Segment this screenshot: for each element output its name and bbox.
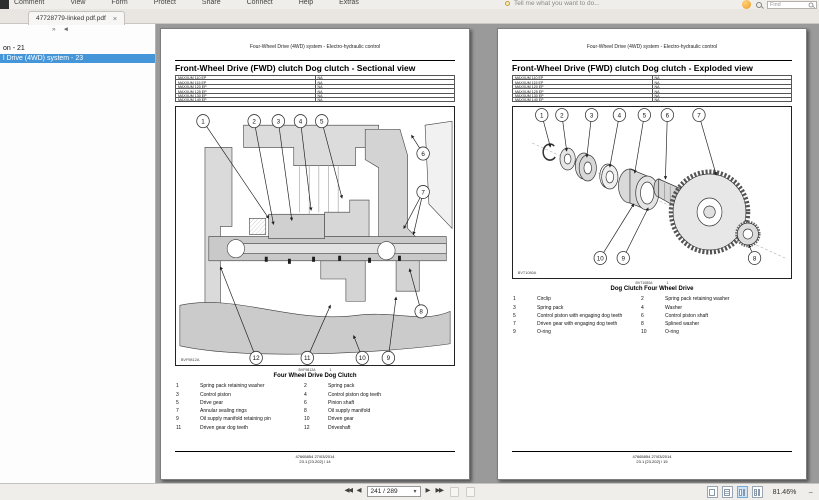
part-label: Driven gear dog teeth [200,424,249,431]
page-number-input[interactable] [367,486,421,497]
single-page-view-icon[interactable] [707,486,718,498]
model-cell: MAXXUM 110 EP [512,75,652,79]
zoom-percent[interactable]: 81.46% [772,488,797,496]
header-rule [175,60,455,61]
menu-item[interactable]: Comment [14,0,45,6]
svg-text:3: 3 [589,112,594,120]
part-label: Spring pack [328,383,355,390]
figure-caption: Four Wheel Drive Dog Clutch [273,373,357,380]
part-number: 2 [641,296,644,303]
part-label: O-ring [665,329,679,336]
value-cell: NA [652,97,792,101]
menu-item[interactable]: Extras [339,0,359,6]
model-cell: MAXXUM 120 EP [175,84,315,88]
part-number: 10 [641,329,647,336]
part-label: Pinion shaft [328,399,355,406]
find-input[interactable] [767,1,817,9]
value-cell: NA [652,93,792,97]
value-cell: NA [315,84,455,88]
model-cell: MAXXUM 125 EP [175,88,315,92]
footer-page-ref: 23.1 [23.202] / 14 [299,459,331,465]
exploded-view-figure [512,106,792,279]
part-number: 6 [641,312,644,319]
svg-text:8: 8 [752,255,757,263]
part-number: 3 [513,304,516,311]
svg-text:2: 2 [252,118,256,126]
parts-list [513,297,796,336]
svg-text:3: 3 [276,118,281,126]
svg-text:10: 10 [358,355,366,363]
footer-doc-ref: 47665854 27/03/2014 [295,453,335,459]
svg-text:11: 11 [304,355,311,363]
next-page-icon[interactable]: ▶ [425,487,431,495]
menu-item[interactable]: Form [111,0,128,6]
previous-page-icon[interactable]: ◀ [356,487,362,495]
part-label: Drive gear [200,399,224,406]
figure-watermark: BVF9812A [180,357,200,363]
svg-text:1: 1 [201,118,205,126]
svg-text:1: 1 [540,112,544,120]
bookmarks-panel [0,24,156,483]
svg-text:8: 8 [419,308,423,317]
part-number: 10 [304,416,310,423]
close-tab-icon[interactable]: × [112,13,118,23]
figure-caption: Dog Clutch Four Wheel Drive [610,286,694,293]
svg-text:4: 4 [617,112,622,120]
bookmark-item-selected[interactable]: l Drive (4WD) system - 23 [0,54,155,63]
model-cell: MAXXUM 130 EP [512,93,652,97]
pdf-page-left [160,28,470,480]
part-label: Driven gear [328,416,354,423]
part-number: 8 [304,408,307,415]
value-cell: NA [315,75,455,79]
facing-view-icon[interactable] [737,486,748,498]
menu-bar [0,0,819,9]
svg-text:7: 7 [697,112,701,120]
svg-text:5: 5 [320,118,324,126]
part-number: 6 [304,399,307,406]
part-number: 9 [513,329,516,336]
value-cell: NA [315,93,455,97]
menu-item[interactable]: Connect [246,0,273,6]
assistant-search[interactable] [505,0,600,7]
svg-text:12: 12 [252,355,260,363]
svg-text:7: 7 [421,189,425,197]
page-footer [512,451,792,465]
document-canvas [156,24,819,483]
part-label: Driveshaft [328,424,351,431]
zoom-out-icon[interactable]: − [808,487,813,497]
model-table [175,75,455,102]
find-magnifier-icon [809,2,814,7]
model-cell: MAXXUM 125 EP [512,88,652,92]
part-number: 12 [304,424,310,431]
header-rule [512,60,792,61]
running-header: Four-Wheel Drive (4WD) system - Electro-hydraulic control [586,44,718,50]
menu-item[interactable]: Share [201,0,221,6]
part-label: Spring pack retaining washer [200,383,265,390]
previous-view-icon[interactable] [450,487,459,497]
find-placeholder: Find [770,1,781,8]
figure-watermark: BVT1080A [517,270,537,276]
value-cell: NA [652,79,792,83]
svg-text:10: 10 [596,255,604,263]
view-controls [707,486,813,498]
part-number: 5 [176,399,179,406]
part-label: Oil supply manifold retaining pin [200,416,271,423]
model-cell: MAXXUM 115 EP [512,79,652,83]
section-title: Front-Wheel Drive (FWD) clutch Dog clutch - Exploded view [512,63,753,73]
account-badge-icon[interactable] [742,0,751,9]
figure-reference: BVF9812A 1 [298,368,332,373]
assistant-prompt[interactable]: Tell me what you want to do... [514,0,600,7]
model-table [512,75,792,102]
part-number: 5 [513,312,516,319]
value-cell: NA [315,97,455,101]
part-number: 11 [176,424,182,431]
model-cell: MAXXUM 140 EP [512,97,652,101]
expand-bookmarks-icon[interactable]: » [52,26,56,33]
part-number: 1 [176,383,179,390]
page-footer [175,451,455,465]
search-icon[interactable] [756,2,762,8]
part-label: Annular sealing rings [200,408,247,415]
model-cell: MAXXUM 110 EP [175,75,315,79]
model-cell: MAXXUM 130 EP [175,93,315,97]
part-number: 9 [176,416,179,423]
menu-item[interactable]: View [70,0,86,6]
svg-text:6: 6 [665,112,670,120]
pdf-page-right [497,28,807,480]
part-number: 7 [513,321,516,328]
part-number: 3 [176,391,179,398]
svg-text:6: 6 [421,151,425,159]
part-label: Spring pack retaining washer [665,296,730,303]
part-label: O-ring [537,329,551,336]
part-label: Control piston [200,391,231,398]
parts-list [176,384,459,431]
status-bar [0,483,819,500]
part-label: Driven gear with engaging dog teeth [537,321,618,328]
section-title: Front-Wheel Drive (FWD) clutch Dog clutch - Sectional view [175,63,416,73]
model-cell: MAXXUM 120 EP [512,84,652,88]
continuous-facing-view-icon[interactable] [752,486,763,498]
svg-text:2: 2 [560,112,564,120]
part-label: Splined washer [665,321,700,328]
part-label: Control piston with engaging dog teeth [537,312,623,319]
svg-text:5: 5 [642,112,647,120]
window-corner-block [0,0,9,9]
running-header: Four-Wheel Drive (4WD) system - Electro-hydraulic control [249,44,381,50]
collapse-bookmarks-icon[interactable]: ◄ [62,26,70,33]
svg-text:9: 9 [621,255,625,263]
value-cell: NA [315,79,455,83]
value-cell: NA [652,88,792,92]
page-navigation [345,486,475,497]
next-view-icon[interactable] [466,487,475,497]
part-label: Control piston dog teeth [328,391,382,398]
footer-doc-ref: 47665854 27/03/2014 [632,453,672,459]
part-label: Washer [665,304,683,311]
value-cell: NA [315,88,455,92]
part-label: Control piston shaft [665,312,709,319]
value-cell: NA [652,84,792,88]
menu-items [14,0,359,6]
continuous-view-icon[interactable] [722,486,733,498]
part-label: Oil supply manifold [328,408,371,415]
value-cell: NA [652,75,792,79]
lightbulb-icon [505,1,510,6]
chevron-down-icon[interactable]: ▾ [413,489,417,495]
svg-text:4: 4 [298,118,303,126]
part-number: 2 [304,383,307,390]
svg-text:9: 9 [386,355,391,363]
menubar-right-tools [742,0,817,9]
document-tab[interactable] [28,11,125,25]
part-number: 4 [641,304,644,311]
tab-bar [0,9,819,24]
menu-item[interactable]: Help [298,0,314,6]
last-page-icon[interactable]: ▶▶ [435,487,443,495]
menu-item[interactable]: Protect [153,0,176,6]
bookmarks-toolbar [0,24,155,33]
first-page-icon[interactable]: ◀◀ [344,487,352,495]
part-number: 7 [176,408,179,415]
part-label: Circlip [537,296,551,303]
part-number: 8 [641,321,644,328]
figure-reference: BVT1080A 1 [635,281,669,286]
part-number: 1 [513,296,516,303]
tab-title: 47728779-linked pdf.pdf [36,15,106,22]
part-label: Spring pack [537,304,564,311]
sectional-view-figure [175,106,455,366]
model-cell: MAXXUM 140 EP [175,97,315,101]
footer-page-ref: 23.1 [23.202] / 15 [636,459,668,465]
part-number: 4 [304,391,307,398]
model-cell: MAXXUM 115 EP [175,79,315,83]
page-number-value: 241 / 289 [370,488,398,495]
bookmark-item[interactable]: on - 21 [3,45,25,52]
